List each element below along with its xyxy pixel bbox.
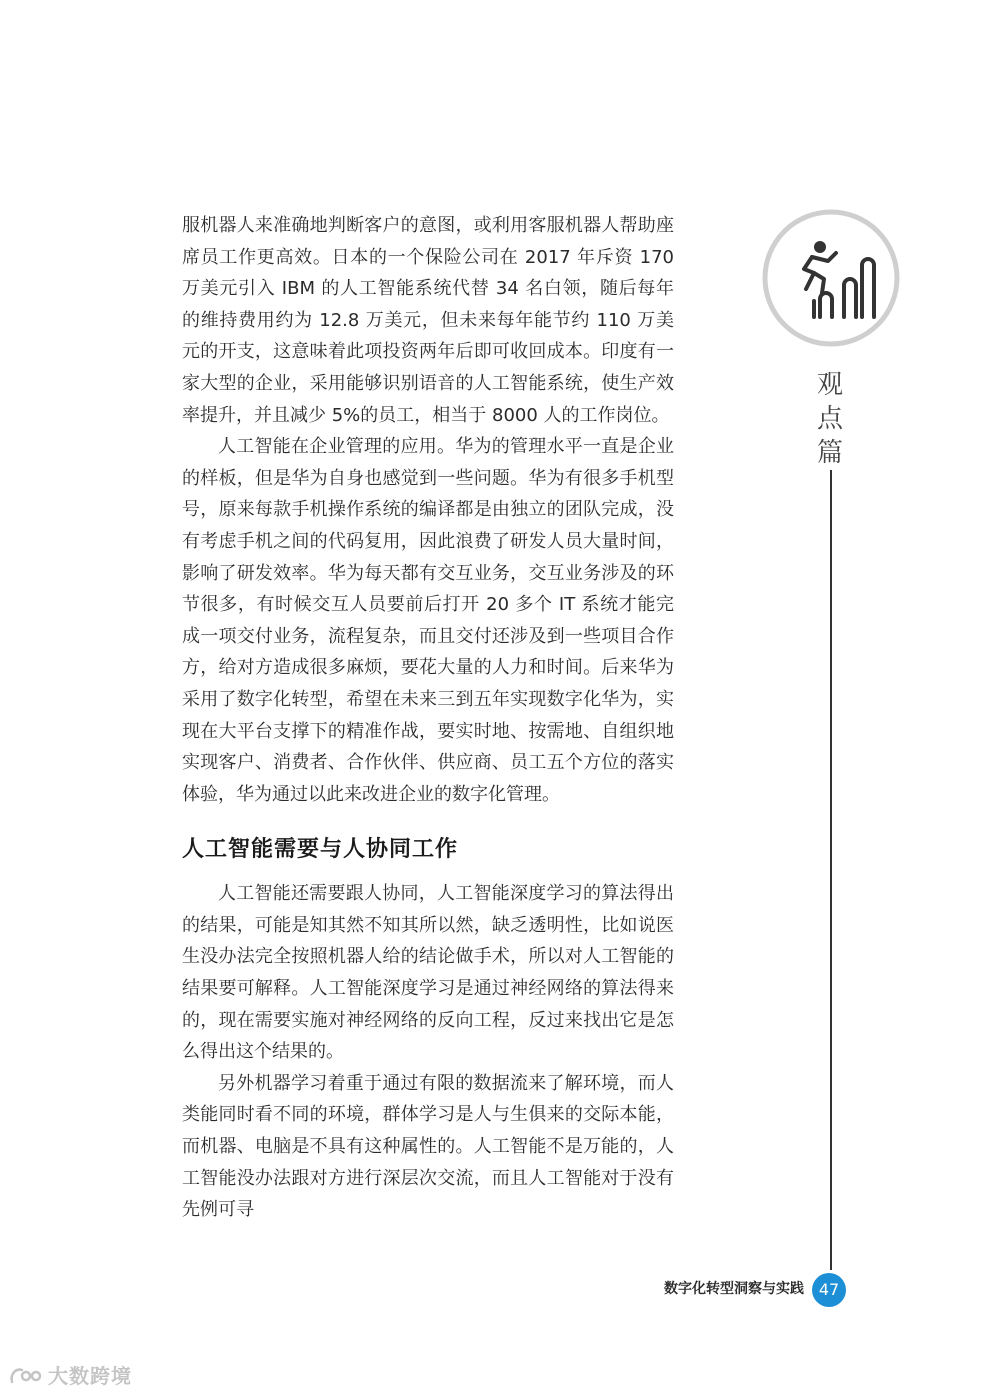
person-bar-chart-icon xyxy=(762,209,900,347)
sidebar-divider xyxy=(830,470,832,1270)
paragraph: 服机器人来准确地判断客户的意图，或利用客服机器人帮助座席员工作更高效。日本的一个保险公司在 2017 年斥资 170 万美元引入 IBM 的人工智能系统代替 34 名白领，随后每年的维持费用约为 12.8 万美元，但未来每年能节约 110 万美元的开支，这意味着此项投资两年后即可收回成本。印度有一家大型的企业，采用能够识别语音的人工智能系统，使生产效率提升，并且减少 5%的员工，相当于 8000 人的工作岗位。 xyxy=(182,215,674,426)
article-body xyxy=(182,210,674,1226)
paragraph: 另外机器学习着重于通过有限的数据流来了解环境，而人类能同时看不同的环境，群体学习是人与生俱来的交际本能，而机器、电脑是不具有这种属性的。人工智能不是万能的，人工智能没办法跟对方进行深层次交流，而且人工智能对于没有先例可寻 xyxy=(182,1072,674,1221)
section-label-char: 点 xyxy=(816,404,843,434)
page-number: 47 xyxy=(812,1273,846,1307)
book-title: 数字化转型洞察与实践 xyxy=(664,1281,804,1297)
paragraph: 人工智能还需要跟人协同，人工智能深度学习的算法得出的结果，可能是知其然不知其所以然，缺乏透明性，比如说医生没办法完全按照机器人给的结论做手术，所以对人工智能的结果要可解释。人工智能深度学习是通过神经网络的算法得来的，现在需要实施对神经网络的反向工程，反过来找出它是怎么得出这个结果的。 xyxy=(182,883,674,1063)
section-label-char: 观 xyxy=(816,370,843,400)
paragraph: 人工智能在企业管理的应用。华为的管理水平一直是企业的样板，但是华为自身也感觉到一些问题。华为有很多手机型号，原来每款手机操作系统的编译都是由独立的团队完成，没有考虑手机之间的代码复用，因此浪费了研发人员大量时间，影响了研发效率。华为每天都有交互业务，交互业务涉及的环节很多，有时候交互人员要前后打开 20 多个 IT 系统才能完成一项交付业务，流程复杂，而且交付还涉及到一些项目合作方，给对方造成很多麻烦，要花大量的人力和时间。后来华为采用了数字化转型，希望在未来三到五年实现数字化华为，实现在大平台支撑下的精准作战，要实时地、按需地、自组织地实现客户、消费者、合作伙伴、供应商、员工五个方位的落实体验，华为通过以此来改进企业的数字化管理。 xyxy=(182,436,674,805)
watermark-text: 大数跨境 xyxy=(48,1364,132,1388)
section-heading: 人工智能需要与人协同工作 xyxy=(182,836,459,863)
section-label xyxy=(808,368,852,470)
watermark-logo-icon xyxy=(8,1364,44,1386)
watermark xyxy=(8,1360,132,1389)
section-label-char: 篇 xyxy=(816,438,843,468)
